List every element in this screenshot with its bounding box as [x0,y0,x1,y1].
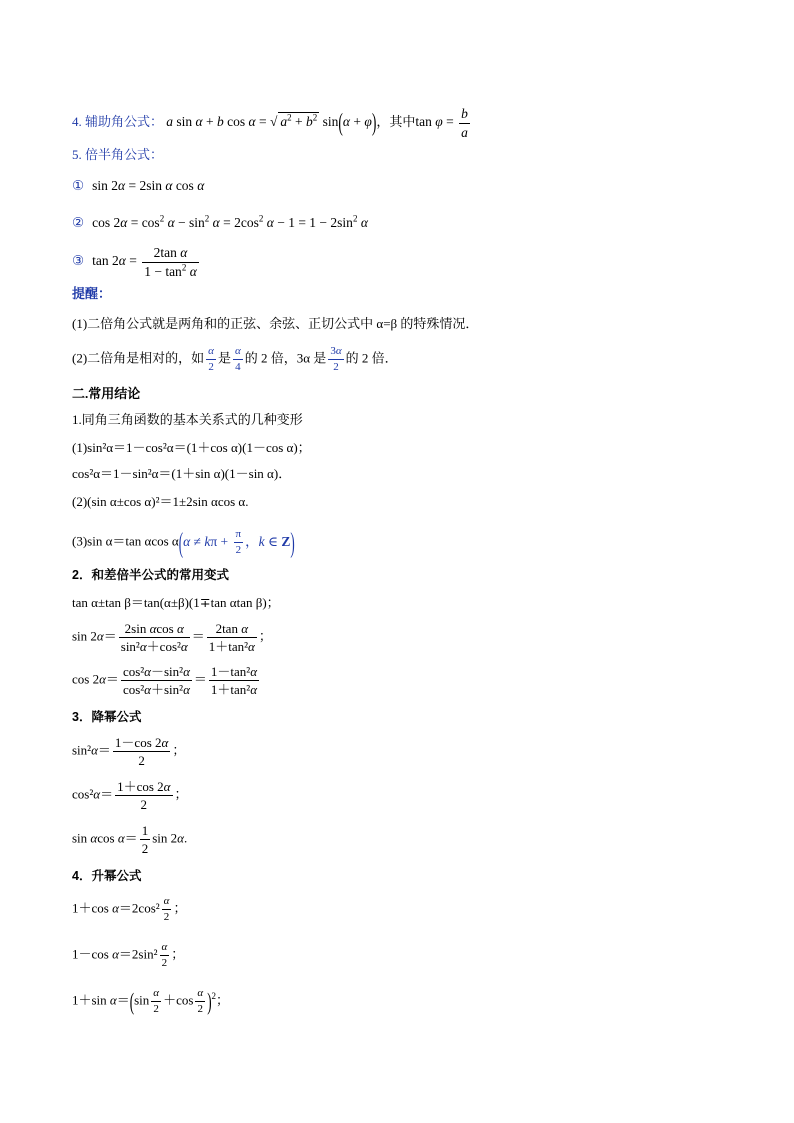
s1-line2: cos²α＝1－sin²α＝(1＋sin α)(1－sin α)． [72,466,292,481]
s1-line4-text: (3)sin α＝tan αcos α [72,533,179,549]
formula-cos-double: ② $\cos 2\alpha = \cos^2 \alpha - \sin^2 \alpha = 2\cos^2$ $\alpha - 1 = 1 - 2\sin^2$ α [72,213,368,231]
s1-line4-condition: α ≠ kπ + $\frac{\pi}{2}$ ，k ∈ Z [183,528,291,556]
s4-line2: 1－cos α＝2sin² $\frac{\alpha}{2}$ ； [72,941,185,969]
item4-tail: ，其中 [376,114,416,130]
frac-alpha-over-2: $\frac{\alpha}{2}$ [208,345,214,373]
s1-title: 1.同角三角函数的基本关系式的几种变形 [72,412,303,427]
s2-line3: cos 2α＝ $\frac{\text{cos²α－sin²α}}{\text{cos²α＋sin²α}}$ ＝ $\frac{\text{1－tan²α}}{\text{1＋tan²α}}$ [72,664,258,697]
s2-line1: tan α±tan β＝tan(α±β)(1∓tan αtan β)； [72,595,280,610]
circled-3: ③ [72,253,85,270]
s3-line3: sin αcos α＝ $\frac{1}{2}$ sin 2α. [72,823,188,856]
frac-alpha-over-4: $\frac{\alpha}{4}$ [234,345,241,373]
remind-2 [72,346,398,373]
s1-line1: (1)sin²α＝1－cos²α＝(1＋cos α)(1－cos α)； [72,440,311,455]
item5-heading [72,146,163,164]
frac-3alpha-over-2: $\frac{3\alpha}{2}$ [330,345,342,373]
s1-line4: (3)sin α＝tan αcos α(α ≠ kπ + $\frac{\pi}{2}$ ，k ∈ Z) [72,525,295,559]
circled-2: ② [72,215,85,231]
remind-1: (1)二倍角公式就是两角和的正弦、余弦、正切公式中 α=β 的特殊情况． [72,316,479,331]
s4-line3: 1＋sin α＝(sin $\frac{\alpha}{2}$ ＋cos $\frac{\alpha}{2}$ )$^2$； [72,986,230,1015]
s3-title: 3．降幂公式 [72,710,142,724]
circled-1: ① [72,178,85,194]
formula-tan-double: ③ tan 2α = $\frac{\text{2tan α}}{1 - \tan^2 \alpha}$ [72,245,197,279]
remind2-a: (2)二倍角是相对的，如 [72,350,205,366]
s3-line2: cos²α＝ $\frac{1+\cos 2\alpha}{2}$ ； [72,779,188,812]
formula-auxiliary-angle [72,107,472,139]
s2-title: 2．和差倍半公式的常用变式 [72,568,229,582]
s2-line2: sin 2α＝ $\frac{\text{2sin αcos α}}{\text{sin²α＋cos²α}}$ ＝ $\frac{\text{2tan α}}{\text{1＋tan²α}}$ ； [72,621,272,654]
remind2-c: 的 2 倍，3α 是 [244,350,327,366]
item4-tan: tan φ = $\frac{b}{a}$ [415,106,468,140]
s1-line3: (2)(sin α±cos α)²＝1±2sin αcos α. [72,494,249,509]
s4-line1: 1＋cos α＝2cos² $\frac{\alpha}{2}$ ； [72,895,187,923]
s4-title: 4．升幂公式 [72,869,142,883]
formula-sin-double: ① sin 2α = 2sin α cos α [72,178,205,194]
remind-title: 提醒： [72,286,112,301]
remind2-d: 的 2 倍． [345,350,398,366]
section-title-common-conclusions: 二.常用结论 [72,386,141,401]
item4-formula: a sin α + b cos α = √ $a^2 + b^2$ sin(α + φ) [166,107,377,137]
remind2-b: 是 [217,350,231,366]
item4-label: 4. 辅助角公式： [72,114,164,130]
s3-line1: sin²α＝ $\frac{1-\cos 2\alpha}{2}$ ； [72,735,186,768]
item5-label: 5. 倍半角公式： [72,147,164,162]
